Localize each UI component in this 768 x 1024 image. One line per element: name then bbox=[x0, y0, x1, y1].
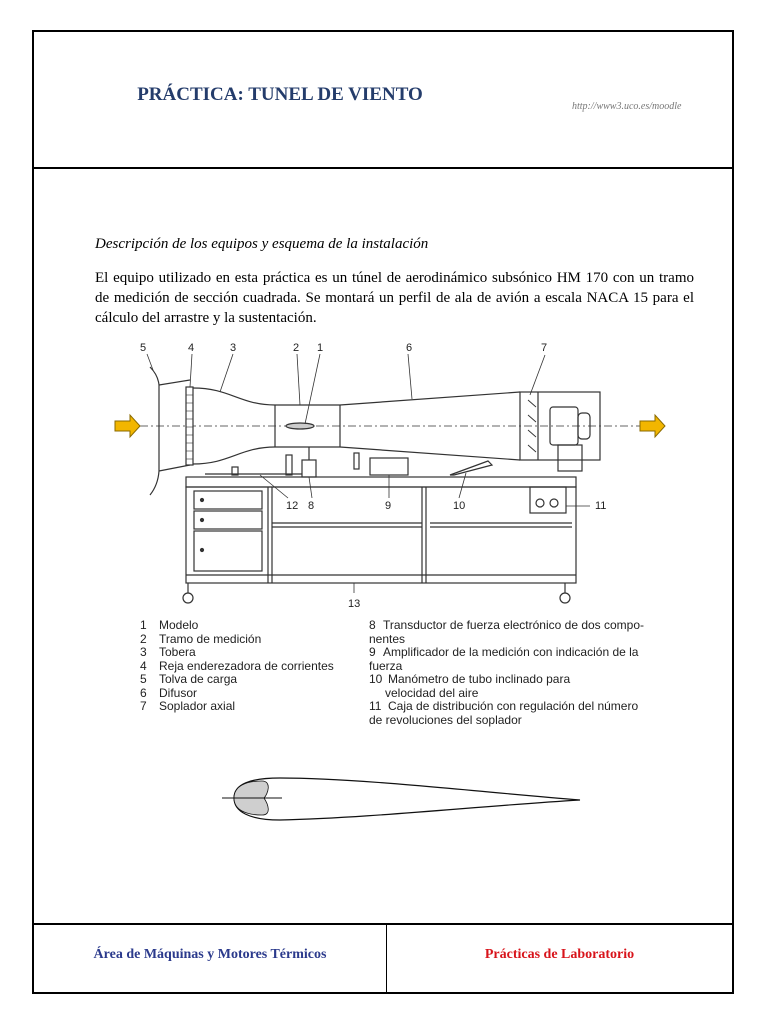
footer-department: Área de Máquinas y Motores Térmicos bbox=[93, 947, 327, 962]
legend-item: 6 Difusor bbox=[140, 685, 198, 700]
description-paragraph: El equipo utilizado en esta práctica es un túnel de aerodinámico subsónico HM 170 con un tramo de medición de sección cuadrada. Se montará un perfil de ala de avión a escala NACA 15 para el cálculo del arrastre y la sustentación. bbox=[95, 270, 694, 326]
callout-12: 12 bbox=[286, 500, 299, 512]
airfoil-outline bbox=[234, 778, 580, 820]
legend-item: 1 Modelo bbox=[140, 618, 199, 632]
header-separator bbox=[32, 167, 734, 169]
callout-1: 1 bbox=[317, 342, 324, 354]
callout-2: 2 bbox=[293, 342, 300, 354]
legend-item: 5 Tolva de carga bbox=[140, 672, 238, 686]
wind-tunnel-diagram bbox=[110, 335, 670, 613]
callout-11: 11 bbox=[595, 500, 607, 512]
callout-13: 13 bbox=[348, 598, 361, 610]
page-title: PRÁCTICA: TUNEL DE VIENTO bbox=[137, 84, 423, 105]
callout-3: 3 bbox=[230, 342, 237, 354]
section-subtitle: Descripción de los equipos y esquema de la instalación bbox=[95, 236, 429, 252]
legend-item: 9 Amplificador de la medición con indicación de la fuerza bbox=[369, 645, 639, 673]
callout-6: 6 bbox=[406, 342, 413, 354]
flow-out-arrow bbox=[640, 415, 665, 437]
legend-item: 4 Reja enderezadora de corrientes bbox=[140, 658, 334, 673]
legend-item: 10 Manómetro de tubo inclinado para velocidad del aire bbox=[369, 672, 571, 700]
callout-9: 9 bbox=[385, 500, 392, 512]
legend-right bbox=[369, 619, 659, 727]
legend-item: 11 Caja de distribución con regulación del número de revoluciones del soplador bbox=[369, 699, 639, 727]
legend-item: 3 Tobera bbox=[140, 645, 196, 659]
callout-10: 10 bbox=[453, 500, 466, 512]
callout-4: 4 bbox=[188, 342, 195, 354]
legend-item: 2 Tramo de medición bbox=[140, 631, 262, 646]
airfoil-profile-diagram bbox=[220, 770, 585, 830]
legend-left bbox=[140, 619, 334, 714]
callout-7: 7 bbox=[541, 342, 548, 354]
flow-in-arrow bbox=[115, 415, 140, 437]
callout-5: 5 bbox=[140, 342, 147, 354]
footer-course: Prácticas de Laboratorio bbox=[484, 947, 635, 962]
callout-8: 8 bbox=[308, 500, 315, 512]
legend-item: 7 Soplador axial bbox=[140, 699, 236, 713]
legend-item: 8 Transductor de fuerza electrónico de dos compo- nentes bbox=[369, 618, 645, 646]
header-url[interactable]: http://www3.uco.es/moodle bbox=[572, 101, 682, 112]
